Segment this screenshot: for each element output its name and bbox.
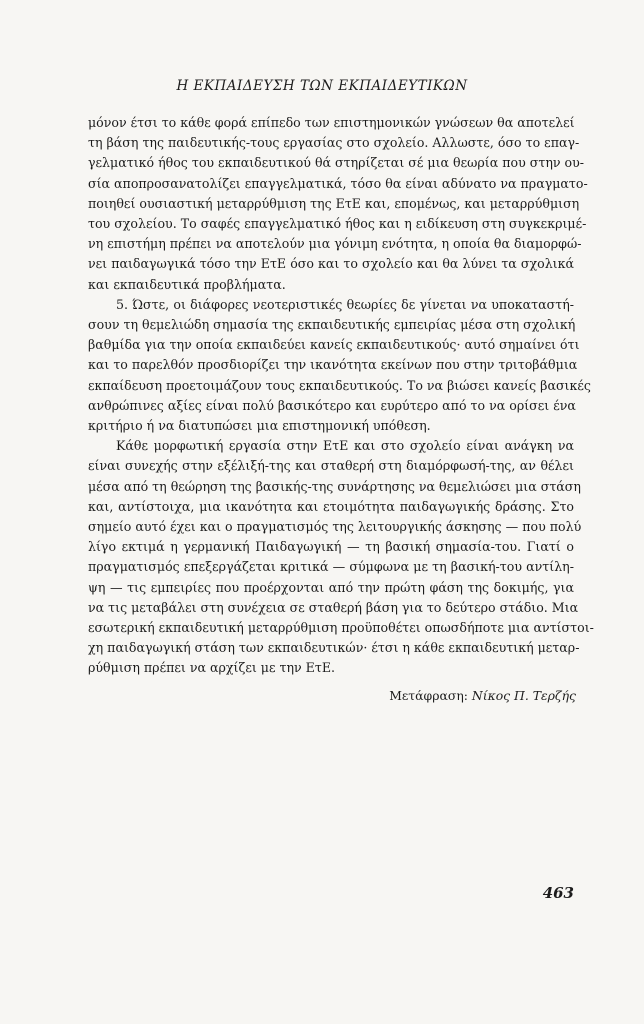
text-line: βαθμίδα για την οποία εκπαιδεύει κανείς εκπαιδευτικούς· αυτό σημαίνει ότι bbox=[88, 337, 580, 353]
text-line: κριτήριο ή να διατυπώσει μια επιστημονική υπόθεση. bbox=[88, 418, 431, 434]
translation-credit bbox=[389, 688, 576, 703]
text-line: χη παιδαγωγική στάση των εκπαιδευτικών· έτσι η κάθε εκπαιδευτική μεταρ- bbox=[88, 640, 580, 656]
translator-name: Νίκος Π. Τερζής bbox=[471, 688, 576, 703]
paragraph-3-cont bbox=[88, 456, 594, 678]
article-body bbox=[88, 113, 594, 679]
text-line: ανθρώπινες αξίες είναι πολύ βασικότερο και ευρύτερο από το να ορίσει ένα bbox=[88, 397, 576, 413]
text-line: σία αποπροσανατολίζει επαγγελματικά, τόσο θα είναι αδύνατο να πραγματο- bbox=[88, 175, 588, 191]
text-line: εσωτερική εκπαιδευτική μεταρρύθμιση προϋποθέτει οπωσδήποτε μια αντίστοι- bbox=[88, 620, 594, 636]
text-line: Κάθε μορφωτική εργασία στην ΕτΕ και στο σχολείο είναι ανάγκη να bbox=[116, 438, 574, 454]
paragraph-2-cont bbox=[88, 315, 591, 436]
text-line: και, αντίστοιχα, μια ικανότητα και ετοιμότητα παιδαγωγικής δράσης. Στο bbox=[88, 498, 574, 514]
paragraph-2 bbox=[88, 295, 574, 315]
text-line: εκπαίδευση προετοιμάζουν τους εκπαιδευτικούς. Το να βιώσει κανείς βασικές bbox=[88, 377, 591, 393]
page-number: 463 bbox=[542, 884, 574, 902]
text-line: γελματικό ήθος του εκπαιδευτικού θά στηρίζεται σέ μια θεωρία που στην ου- bbox=[88, 155, 585, 171]
text-line: και το παρελθόν προσδιορίζει την ικανότητα εκείνων που στην τριτοβάθμια bbox=[88, 357, 578, 373]
text-line: πραγματισμός επεξεργάζεται κριτικά — σύμφωνα με τη βασική-του αντίλη- bbox=[88, 559, 574, 575]
text-line: μόνον έτσι το κάθε φορά επίπεδο των επιστημονικών γνώσεων θα αποτελεί bbox=[88, 115, 575, 130]
text-line: λίγο εκτιμά η γερμανική Παιδαγωγική — τη βασική σημασία-του. Γιατί ο bbox=[88, 539, 574, 555]
paragraph-3 bbox=[88, 436, 574, 456]
text-line: 5. Ώστε, οι διάφορες νεοτεριστικές θεωρίες δε γίνεται να υποκαταστή- bbox=[116, 296, 574, 312]
translation-label: Μετάφραση: bbox=[389, 688, 468, 703]
text-line: σουν τη θεμελιώδη σημασία της εκπαιδευτικής εμπειρίας μέσα στη σχολική bbox=[88, 317, 576, 333]
text-line: είναι συνεχής στην εξέλιξή-της και σταθερή στη διαμόρφωσή-της, αν θέλει bbox=[88, 458, 574, 474]
text-line: ποιηθεί ουσιαστική μεταρρύθμιση της ΕτΕ και, επομένως, και μεταρρύθμιση bbox=[88, 195, 580, 211]
paragraph-1 bbox=[88, 113, 588, 295]
text-line: σημείο αυτό έχει και ο πραγματισμός της λειτουργικής άσκησης — που πολύ bbox=[88, 519, 582, 535]
text-line: και εκπαιδευτικά προβλήματα. bbox=[88, 276, 286, 292]
text-line: ρύθμιση πρέπει να αρχίζει με την ΕτΕ. bbox=[88, 660, 336, 676]
text-line: νη επιστήμη πρέπει να αποτελούν μια γόνιμη ενότητα, η οποία θα διαμορφώ- bbox=[88, 236, 582, 252]
text-line: ψη — τις εμπειρίες που προέρχονται από την πρώτη φάση της δοκιμής, για bbox=[88, 579, 574, 595]
text-line: νει παιδαγωγικά τόσο την ΕτΕ όσο και το σχολείο και θα λύνει τα σχολικά bbox=[88, 256, 574, 272]
text-line: μέσα από τη θεώρηση της βασικής-της συνάρτησης να θεμελιώσει μια στάση bbox=[88, 478, 581, 494]
text-line: του σχολείου. Το σαφές επαγγελματικό ήθος και η ειδίκευση στη συγκεκριμέ- bbox=[88, 216, 587, 232]
running-header: Η ΕΚΠΑΙΔΕΥΣΗ ΤΩΝ ΕΚΠΑΙΔΕΥΤΙΚΩΝ bbox=[176, 78, 468, 94]
text-line: να τις μεταβάλει στη συνέχεια σε σταθερή βάση για το δεύτερο στάδιο. Μια bbox=[88, 599, 579, 615]
text-line: τη βάση της παιδευτικής-τους εργασίας στο σχολείο. Αλλωστε, όσο το επαγ- bbox=[88, 135, 580, 151]
